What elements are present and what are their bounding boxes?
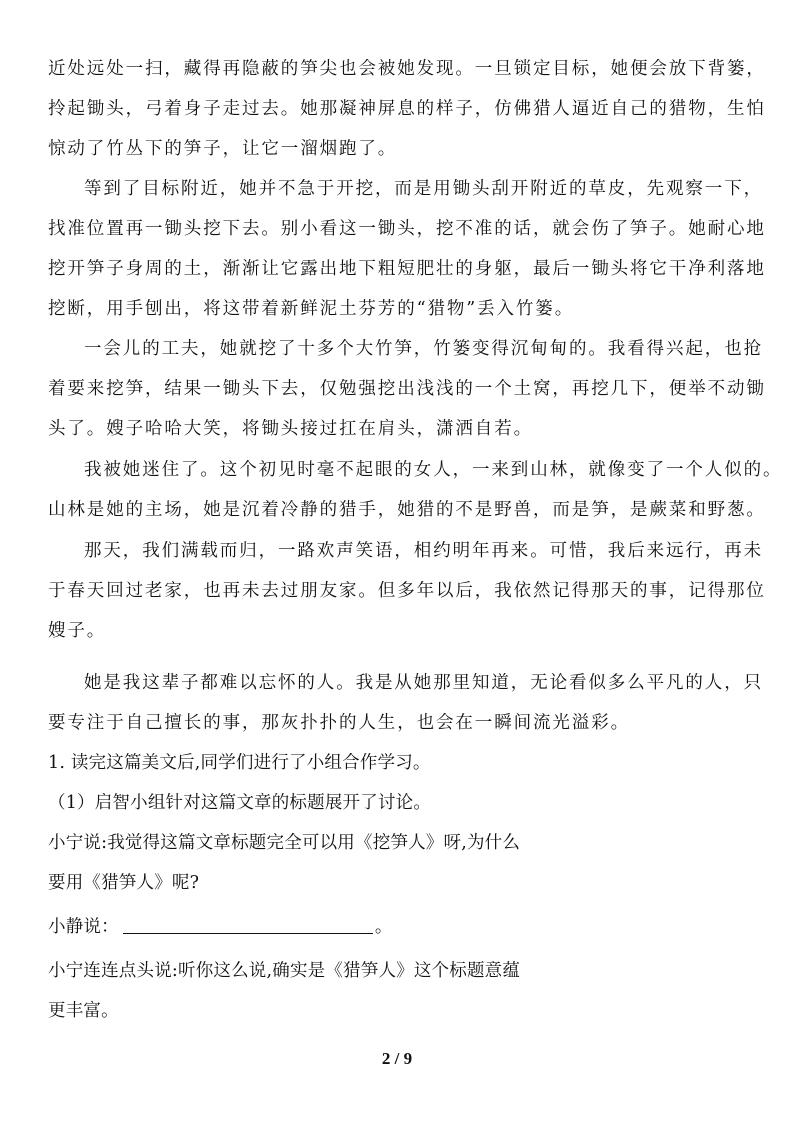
answer-blank[interactable] [123,917,373,934]
speaker-label: 小静说： [48,917,119,937]
paragraph-start-line: 她是我这辈子都难以忘怀的人。我是从她那里知道，无论看似多么平凡的人，只 [84,673,763,693]
dialogue-line: 要用《猎笋人》呢? [48,873,200,893]
answer-line [48,916,393,938]
paragraph-start-line: 我被她迷住了。这个初见时毫不起眼的女人，一来到山林，就像变了一个人似的。 [84,460,783,480]
answer-end-punct: 。 [374,917,393,937]
dialogue-line: 小宁说:我觉得这篇文章标题完全可以用《挖笋人》呀,为什么 [48,833,521,853]
passage-line: 挖断，用手刨出，将这带着新鲜泥土芬芳的“猎物”丢入竹篓。 [48,299,575,319]
passage-line: 找准位置再一锄头挖下去。别小看这一锄头，挖不准的话，就会伤了笋子。她耐心地 [48,219,766,239]
paragraph-start-line: 一会儿的工夫，她就挖了十多个大竹笋，竹篓变得沉甸甸的。我看得兴起，也抢 [84,339,763,359]
dialogue-line: 更丰富。 [48,1001,119,1021]
passage-line: 着要来挖笋，结果一锄头下去，仅勉强挖出浅浅的一个土窝，再挖几下，便举不动锄 [48,379,766,399]
paragraph-start-line: 那天，我们满载而归，一路欢声笑语，相约明年再来。可惜，我后来远行，再未 [84,541,763,561]
paragraph-start-line: 等到了目标附近，她并不急于开挖，而是用锄头刮开附近的草皮，先观察一下， [84,179,763,199]
question-title: 1. 读完这篇美文后,同学们进行了小组合作学习。 [48,753,431,773]
passage-line: 挖开笋子身周的土，渐渐让它露出地下粗短肥壮的身躯，最后一锄头将它干净利落地 [48,259,766,279]
page-number: 2 / 9 [381,1049,413,1068]
passage-line: 于春天回过老家，也再未去过朋友家。但多年以后，我依然记得那天的事，记得那位 [48,581,766,601]
passage-line: 近处远处一扫，藏得再隐蔽的笋尖也会被她发现。一旦锁定目标，她便会放下背篓， [48,59,766,79]
passage-line: 头了。嫂子哈哈大笑，将锄头接过扛在肩头，潇洒自若。 [48,419,533,439]
passage-line: 嫂子。 [48,621,107,641]
passage-line: 惊动了竹丛下的笋子，让它一溜烟跑了。 [48,139,398,159]
passage-line: 山林是她的主场，她是沉着冷静的猎手，她猎的不是野兽，而是笋，是蕨菜和野葱。 [48,500,766,520]
passage-line: 拎起锄头，弓着身子走过去。她那凝神屏息的样子，仿佛猎人逼近自己的猎物，生怕 [48,99,766,119]
passage-line: 要专注于自己擅长的事，那灰扑扑的人生，也会在一瞬间流光溢彩。 [48,713,630,733]
dialogue-line: 小宁连连点头说:听你这么说,确实是《猎笋人》这个标题意蕴 [48,961,521,981]
question-subitem: （1）启智小组针对这篇文章的标题展开了讨论。 [48,793,432,813]
